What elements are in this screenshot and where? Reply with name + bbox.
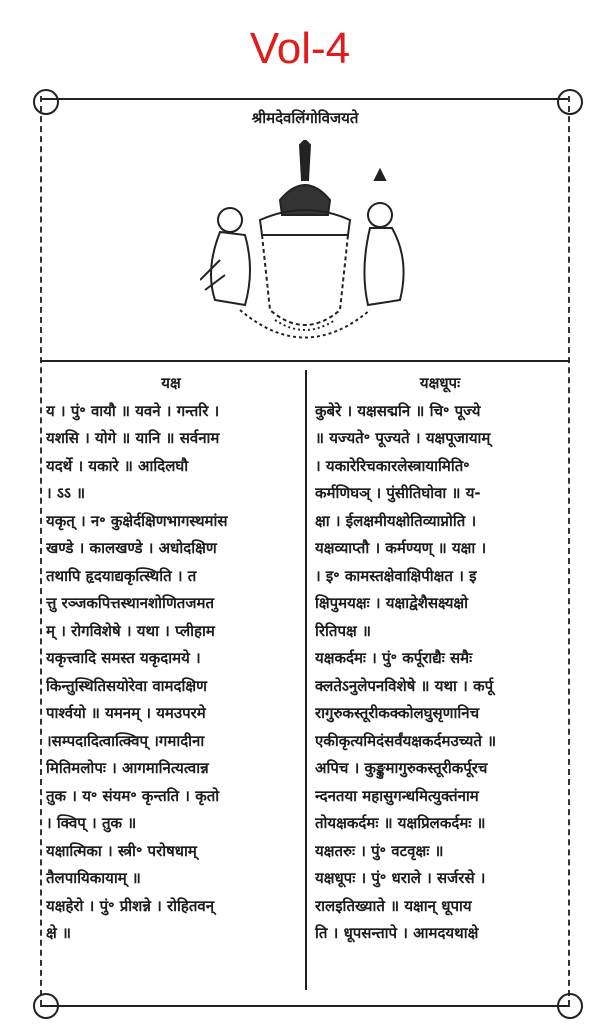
right-column	[315, 370, 565, 948]
text-line: यक्षधूपः । पुं॰ धराले । सर्जरसे ।	[315, 869, 486, 887]
text-line: क्षे ॥	[46, 924, 71, 942]
text-line: रितिपक्ष ॥	[315, 621, 371, 640]
text-line: न्दनतया महासुगन्धमित्युक्तंनाम	[315, 786, 479, 805]
text-line: यक्षकर्दमः । पुं॰ कर्पूराद्यैः समैः	[315, 649, 473, 667]
text-line: । इ॰ कामस्तक्षेवाक्षिपीक्षत । इ	[315, 566, 477, 585]
text-line: तथापि हृदयाद्यकृत्स्थिति । त	[46, 566, 197, 585]
text-line: । ऽऽ ॥	[46, 484, 86, 502]
text-line: । क्विप् । तुक ॥	[46, 814, 137, 832]
text-line: म् । रोगविशेषे । यथा । प्लीहाम	[46, 621, 215, 640]
text-line: यक्षहेरो । पुं॰ प्रीशन्ने । रोहितवन्	[46, 896, 215, 915]
right-column-title: यक्षधूपः	[419, 374, 461, 392]
text-line: ।सम्पदादित्वात्क्विप् ।गमादीना	[46, 731, 205, 750]
text-line: ॥ यज्यते॰ पूज्यते । यक्षपूजायाम्	[315, 429, 491, 447]
header-separator	[40, 360, 570, 362]
text-line: यक्षव्याप्तौ । कर्मण्यण् ॥ यक्षा ।	[315, 539, 487, 557]
royal-emblem	[200, 140, 410, 355]
text-line: मितिमलोपः । आगमानित्यत्वान्न	[46, 759, 209, 777]
text-line: क्षा । ईलक्षमीयक्षोतिव्याप्नोति ।	[315, 511, 477, 530]
left-column	[46, 370, 296, 948]
text-line: अपिच । कुङ्कुमागुरुकस्तूरीकर्पूरच	[315, 759, 488, 777]
text-line: किन्तुस्थितिसयोरेवा वामदक्षिण	[46, 676, 207, 695]
text-line: यकृत् । न॰ कुक्षेर्दक्षिणभागस्थमांस	[46, 511, 228, 530]
text-line: यदर्थे । यकारे ॥ आदिलघौ	[46, 456, 189, 475]
text-line: यशसि । योगे ॥ यानि ॥ सर्वनाम	[46, 429, 220, 447]
volume-label: Vol-4	[249, 24, 351, 73]
text-line: य । पुं॰ वायौ ॥ यवने । गन्तरि ।	[46, 401, 220, 420]
corner-ornament	[557, 993, 583, 1019]
text-line: खण्डे । कालखण्डे । अधोदक्षिण	[46, 539, 217, 557]
text-line: तोयक्षकर्दमः ॥ यक्षप्रिलकर्दमः ॥	[315, 814, 486, 832]
corner-ornament	[33, 993, 59, 1019]
column-separator	[305, 370, 307, 990]
text-line: पार्श्वयो ॥ यमनम् । यमउपरमे	[46, 704, 206, 722]
text-line: कुबेरे । यक्षसद्मनि ॥ चि॰ पूज्ये	[315, 401, 481, 420]
right-column-body	[315, 398, 565, 948]
text-line: यक्षतरुः । पुं॰ वटवृक्षः ॥	[315, 841, 444, 860]
text-line: एकीकृत्यमिदंसर्वंयक्षकर्दमउच्यते ॥	[315, 731, 497, 750]
text-line: तैलपायिकायाम् ॥	[46, 869, 141, 887]
text-line: क्षिपुमयक्षः । यक्षाद्वेशैसक्ष्यक्षो	[315, 594, 469, 612]
page-header: श्रीमदेवलिंगोविजयते	[251, 109, 359, 127]
left-column-body	[46, 398, 296, 948]
left-column-title: यक्ष	[161, 374, 181, 392]
text-line: तुक । य॰ संयम॰ कृन्तति । कृतो	[46, 786, 220, 805]
text-line: त्तु रञ्जकपित्तस्थानशोणितजमत	[46, 594, 214, 612]
text-line: । यकारेरिचकारलेस्त्रायामिति॰	[315, 456, 470, 475]
text-line: रागुरुकस्तूरीकक्कोलघुसृणानिच	[315, 704, 480, 722]
text-line: रालइतिख्याते ॥ यक्षान् धूपाय	[315, 896, 472, 915]
text-line: यकृत्त्वादि समस्त यकृदामये ।	[46, 649, 201, 667]
text-line: ति । धूपसन्तापे । आमदयथाक्षे	[315, 924, 479, 942]
text-line: क्लतेऽनुलेपनविशेषे ॥ यथा । कर्पू	[315, 676, 494, 695]
text-line: यक्षात्मिका । स्त्री॰ परोषधाम्	[46, 841, 197, 860]
text-line: कर्मणिघञ् । पुंसीतिघोवा ॥ य-	[315, 484, 481, 502]
right-border	[568, 96, 570, 1006]
left-border	[40, 96, 42, 1006]
